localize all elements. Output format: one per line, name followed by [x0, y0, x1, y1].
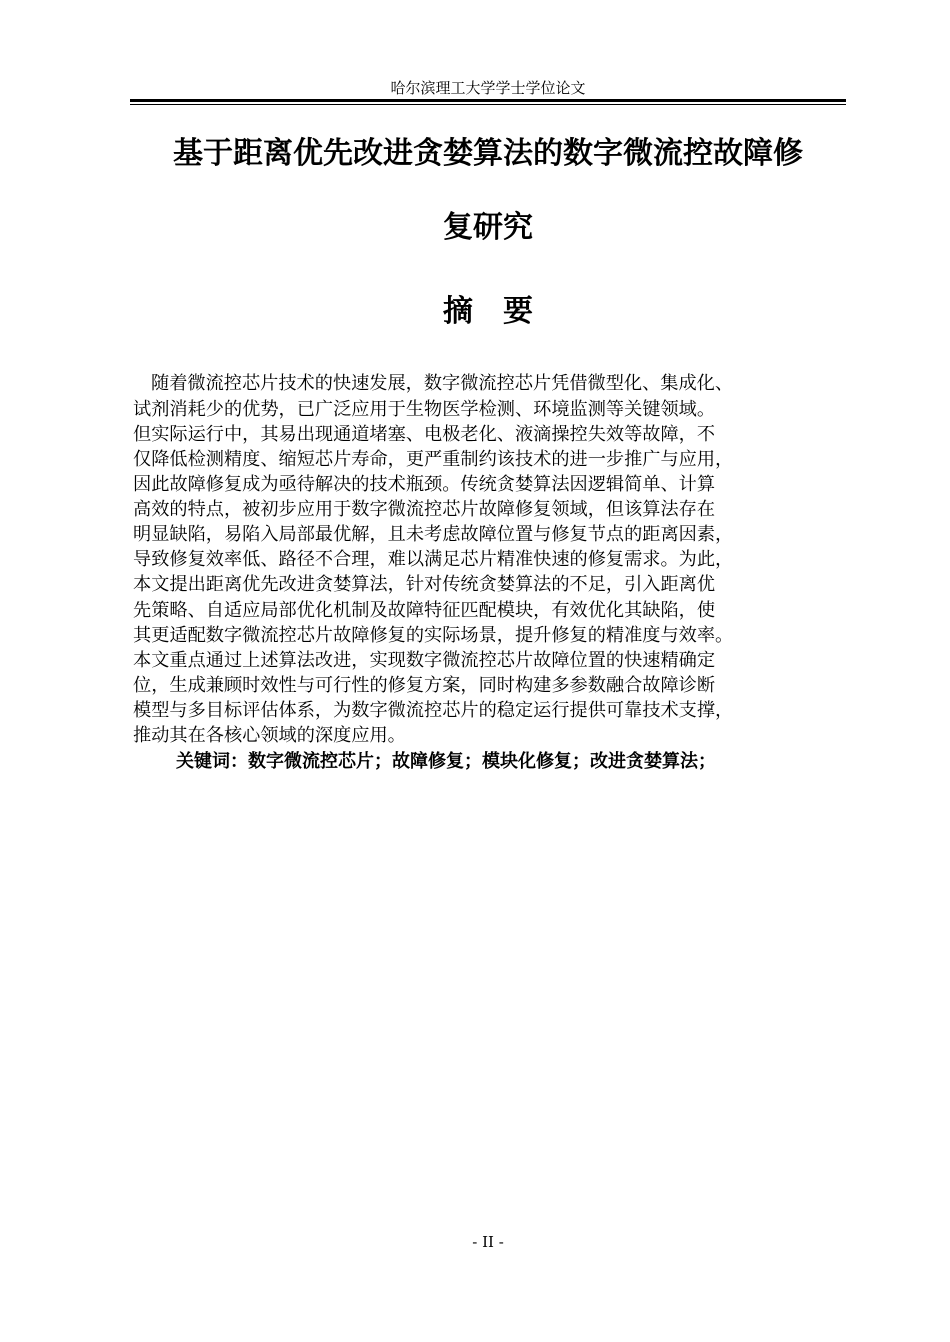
abstract-line: 推动其在各核心领域的深度应用。	[133, 725, 406, 746]
abstract-line: 先策略、自适应局部优化机制及故障特征匹配模块，有效优化其缺陷，使	[133, 600, 716, 621]
running-header: 哈尔滨理工大学学士学位论文	[390, 79, 586, 97]
abstract-line: 随着微流控芯片技术的快速发展，数字微流控芯片凭借微型化、集成化、	[151, 373, 734, 394]
abstract-line: 模型与多目标评估体系，为数字微流控芯片的稳定运行提供可靠技术支撑，	[133, 700, 734, 721]
abstract-line: 位，生成兼顾时效性与可行性的修复方案，同时构建多参数融合故障诊断	[133, 675, 716, 696]
abstract-heading: 摘 要	[443, 294, 533, 329]
page-number: - II -	[472, 1233, 504, 1251]
abstract-line: 因此故障修复成为亟待解决的技术瓶颈。传统贪婪算法因逻辑简单、计算	[133, 474, 716, 495]
abstract-line: 导致修复效率低、路径不合理，难以满足芯片精准快速的修复需求。为此，	[133, 549, 734, 570]
abstract-line: 本文重点通过上述算法改进，实现数字微流控芯片故障位置的快速精确定	[133, 650, 716, 671]
keywords-line: 关键词：数字微流控芯片；故障修复；模块化修复；改进贪婪算法；	[176, 751, 716, 772]
abstract-line: 其更适配数字微流控芯片故障修复的实际场景，提升修复的精准度与效率。	[133, 625, 734, 646]
abstract-line: 但实际运行中，其易出现通道堵塞、电极老化、液滴操控失效等故障，不	[133, 424, 716, 445]
thesis-title-line-1: 基于距离优先改进贪婪算法的数字微流控故障修	[173, 136, 803, 171]
abstract-line: 本文提出距离优先改进贪婪算法，针对传统贪婪算法的不足，引入距离优	[133, 574, 716, 595]
thesis-title-line-2: 复研究	[443, 210, 533, 245]
header-rule-thick	[130, 99, 846, 102]
header-rule-thin	[130, 104, 846, 105]
abstract-line: 仅降低检测精度、缩短芯片寿命，更严重制约该技术的进一步推广与应用，	[133, 449, 734, 470]
abstract-line: 明显缺陷，易陷入局部最优解，且未考虑故障位置与修复节点的距离因素，	[133, 524, 734, 545]
abstract-line: 高效的特点，被初步应用于数字微流控芯片故障修复领域，但该算法存在	[133, 499, 716, 520]
abstract-line: 试剂消耗少的优势，已广泛应用于生物医学检测、环境监测等关键领域。	[133, 399, 716, 420]
